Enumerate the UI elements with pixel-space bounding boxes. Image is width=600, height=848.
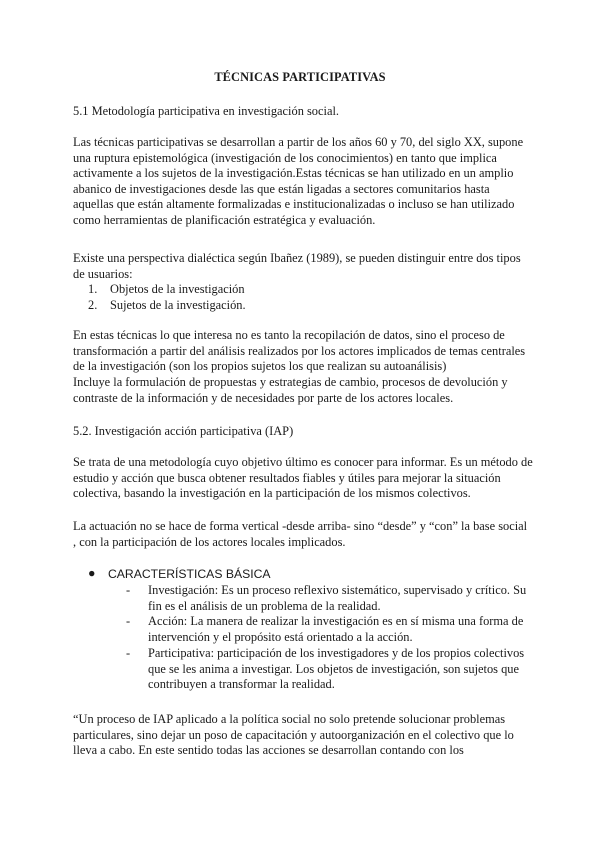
paragraph-includes: Incluye la formulación de propuestas y estrategias de cambio, procesos de devolución y contraste de la información y de necesidades por parte de los actores locales.: [73, 375, 508, 405]
paragraph-methodology: Se trata de una metodología cuyo objetivo último es conocer para informar. Es un método de estudio y acción que busca obtener resultados fiables y útiles para mejorar la situación colectiva, basando la investigación en la participación de los mismos colectivos.: [73, 455, 533, 501]
list-item: [73, 282, 533, 298]
dash-marker: -: [126, 614, 131, 628]
list-item: [73, 298, 533, 314]
list-item-text: Objetos de la investigación: [110, 282, 245, 296]
paragraph-actuation: La actuación no se hace de forma vertical -desde arriba- sino “desde” y “con” la base social , con la participación de los actores locales implicados.: [73, 519, 528, 549]
section-1-heading: 5.1 Metodología participativa en investigación social.: [73, 104, 339, 118]
characteristic-text: Acción: La manera de realizar la investigación es en sí misma una forma de intervención y el propósito está orientado a la acción.: [148, 614, 524, 644]
characteristics-heading: CARACTERÍSTICAS BÁSICA: [108, 567, 271, 581]
dash-marker: -: [126, 583, 131, 597]
paragraph-perspective: Existe una perspectiva dialéctica según Ibañez (1989), se pueden distinguir entre dos tipos de usuarios:: [73, 251, 521, 281]
characteristic-item: [128, 614, 528, 645]
list-item-text: Sujetos de la investigación.: [110, 297, 246, 312]
characteristic-text: Investigación: Es un proceso reflexivo sistemático, supervisado y crítico. Su fin es el análisis de un problema de la realidad.: [148, 583, 527, 613]
paragraph-intro: Las técnicas participativas se desarrollan a partir de los años 60 y 70, del siglo XX, supone una ruptura epistemológica (investigación de los conocimientos) en tanto que implica activamente a los sujetos de la investigación.Estas técnicas se han utilizado en un amplio abanico de investigaciones desde las que están ligadas a sectores comunitarios hasta aquellas que están altamente formalizadas e institucionalizadas o incluso se han utilizado como herramientas de planificación estratégica y evaluación.: [73, 135, 524, 227]
dash-marker: -: [126, 646, 131, 660]
paragraph-interest: En estas técnicas lo que interesa no es tanto la recopilación de datos, sino el proceso de transformación a partir del análisis realizados por los actores implicados de temas centrales de la investigación (son los propios sujetos los que realizan su autoanálisis): [73, 328, 526, 374]
section-2-heading: 5.2. Investigación acción participativa (IAP): [73, 424, 294, 438]
paragraph-quote: “Un proceso de IAP aplicado a la política social no solo pretende solucionar problemas particulares, sino dejar un poso de capacitación y autoorganización en el colectivo que lo lleva a cabo. En este sentido todas las acciones se desarrollan contando con los: [73, 712, 514, 758]
list-number: 1.: [88, 282, 98, 296]
user-types-list: [73, 282, 533, 313]
characteristic-item: [128, 583, 528, 614]
characteristic-text: Participativa: participación de los investigadores y de los propios colectivos que se les anima a investigar. Los objetos de investigación, son sujetos que contribuyen a transformar la realidad.: [148, 646, 525, 692]
characteristic-item: [128, 646, 528, 693]
page-title: TÉCNICAS PARTICIPATIVAS: [214, 70, 386, 84]
list-number: 2.: [88, 297, 98, 312]
bullet-icon: ●: [88, 566, 96, 580]
